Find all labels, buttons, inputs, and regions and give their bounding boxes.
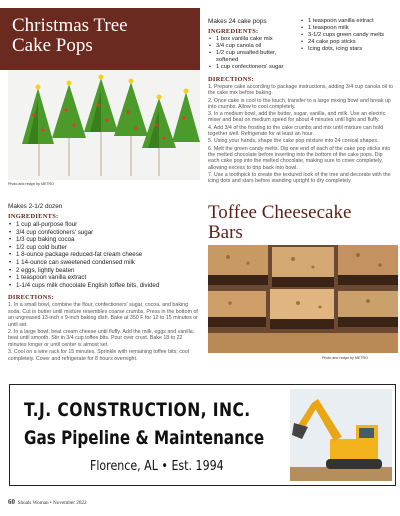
recipe1-title-line1: Christmas Tree — [12, 15, 128, 36]
recipe2-ingredients — [8, 221, 200, 289]
recipe1-ingredients-label: INGREDIENTS: — [208, 28, 259, 35]
direction-step: 3. Cool on a wire rack for 15 minutes. Sprinkle with remaining toffee bits; cool completely. Cover and refrigerate for 8 hours overnight. — [8, 349, 189, 362]
ad-company-name: T.J. CONSTRUCTION, INC. — [24, 399, 251, 421]
cake-pops-photo — [8, 70, 200, 180]
direction-step: 5. Using your hands, shape the cake pop mixture into 24 conical shapes. — [208, 138, 379, 145]
toffee-bars-image — [208, 245, 398, 353]
ingredient-item: • 1 teaspoon milk — [308, 25, 393, 32]
ingredient-item: • 1 8-ounce package reduced-fat cream cheese — [16, 251, 200, 259]
ingredient-item: • 24 cake pop sticks — [308, 39, 393, 46]
direction-step: 1. Prepare cake according to package instructions, adding 3/4 cup canola oil to the cake mix before baking. — [208, 84, 393, 97]
ingredient-item: • 1 box vanilla cake mix — [216, 36, 300, 43]
ingredient-item: • 3/4 cup confectioners' sugar — [16, 229, 200, 237]
recipe2-photo-credit: Photo and recipe by METRO — [322, 356, 368, 360]
recipe1-title-line2: Cake Pops — [12, 35, 93, 56]
recipe2-title — [208, 203, 398, 243]
ingredient-item: • 1 cup all-purpose flour — [16, 221, 200, 229]
ingredient-item: • 2 eggs, lightly beaten — [16, 267, 200, 275]
cake-pops-image — [8, 70, 200, 180]
recipe1-directions-label: DIRECTIONS: — [208, 76, 254, 83]
ad-service: Gas Pipeline & Maintenance — [24, 427, 265, 449]
ad-location: Florence, AL • Est. 1994 — [90, 459, 224, 474]
recipe1-ingredients-left — [208, 36, 300, 71]
page-number: 60 — [8, 498, 15, 506]
ingredient-item: • 1 cup confectioners' sugar — [216, 64, 300, 71]
ingredient-item: • 1-1/4 cups milk chocolate English toffee bits, divided — [16, 282, 200, 290]
publication-name: Shoals Woman • November 2022 — [17, 500, 87, 506]
direction-step: 2. In a large bowl, beat cream cheese until fluffy. Add the milk, eggs and vanilla; beat until smooth. Stir in 3/4 cup toffee bits. Pour over crust. Bake 18 to 22 minutes longer or until center is almost set. — [8, 328, 195, 348]
excavator-icon — [290, 389, 392, 481]
recipe1-col-right — [300, 18, 393, 71]
recipe2-title-line1: Toffee Cheesecake — [208, 202, 352, 223]
recipe1-ingredients-columns — [208, 18, 393, 71]
recipe1-photo-credit: Photo and recipe by METRO — [8, 182, 54, 186]
page-footer — [8, 498, 87, 506]
recipe2-ingredients-label: INGREDIENTS: — [8, 213, 59, 220]
direction-step: 3. In a medium bowl, add the butter, sugar, vanilla, and milk. Use an electric mixer and beat on medium speed for about 4 minutes until light and fluffy. — [208, 111, 386, 124]
recipe1-directions — [208, 84, 393, 184]
recipe1-col-left — [208, 18, 300, 71]
ingredient-item: • Icing dots, icing stars — [308, 46, 393, 53]
ingredient-item: • 3-1/2 cups green candy melts — [308, 32, 393, 39]
ingredient-item: • 1 teaspoon vanilla extract — [16, 274, 200, 282]
ingredient-item: • 1/3 cup baking cocoa — [16, 236, 200, 244]
ingredient-item: • 1/2 cup cold butter — [16, 244, 200, 252]
recipe2-makes: Makes 2-1/2 dozen — [8, 203, 63, 210]
ingredient-item: • 1 14-ounce can sweetened condensed milk — [16, 259, 200, 267]
recipe1-title-block — [0, 8, 200, 70]
recipe2-directions-label: DIRECTIONS: — [8, 294, 54, 302]
direction-step: 7. Use a toothpick to create the textured look of the tree and decorate with the icing dots and stars before standing upright to dry completely. — [208, 171, 391, 185]
recipe2-directions — [8, 302, 200, 362]
recipe1-title — [0, 8, 200, 56]
recipe1-makes: Makes 24 cake pops — [208, 18, 267, 25]
recipe1-ingredients-right — [300, 18, 393, 53]
direction-step: 2. Once cake is cool to the touch, transfer to a large mixing bowl and break up into crumbs. Allow to cool completely. — [208, 97, 391, 110]
direction-step: 1. In a small bowl, combine the flour, confectioners' sugar, cocoa, and baking soda. Cut in butter until mixture resembles coarse crumbs. Press in the bottom of an ungreased 13-inch x 9-inch baking dish. Bake at 350 F for 12 to 15 minutes or until set. — [8, 302, 198, 328]
toffee-bars-photo — [208, 245, 398, 353]
tj-construction-ad[interactable] — [9, 384, 396, 486]
ingredient-item: • 3/4 cup canola oil — [216, 43, 300, 50]
recipe2-title-block — [208, 203, 398, 243]
direction-step: 6. Melt the green candy melts. Dip one end of each of the cake pop sticks into the melted chocolate before inserting into the bottom of the cake pops. Dip each cake pop into the melted chocolate, making sure to cover completely, allowing excess to drip back into bowl. — [208, 145, 391, 171]
recipe2-text — [8, 203, 200, 363]
ingredient-item: • 1 teaspoon vanilla extract — [308, 18, 393, 25]
recipe2-title-line2: Bars — [208, 222, 243, 243]
direction-step: 4. Add 3/4 of the frosting to the cake crumbs and mix until mixture can hold together well. Refrigerate for at least an hour. — [208, 124, 384, 138]
recipe1-text — [208, 18, 393, 185]
ingredient-item: • 1/2 cup unsalted butter, softened — [216, 50, 300, 64]
